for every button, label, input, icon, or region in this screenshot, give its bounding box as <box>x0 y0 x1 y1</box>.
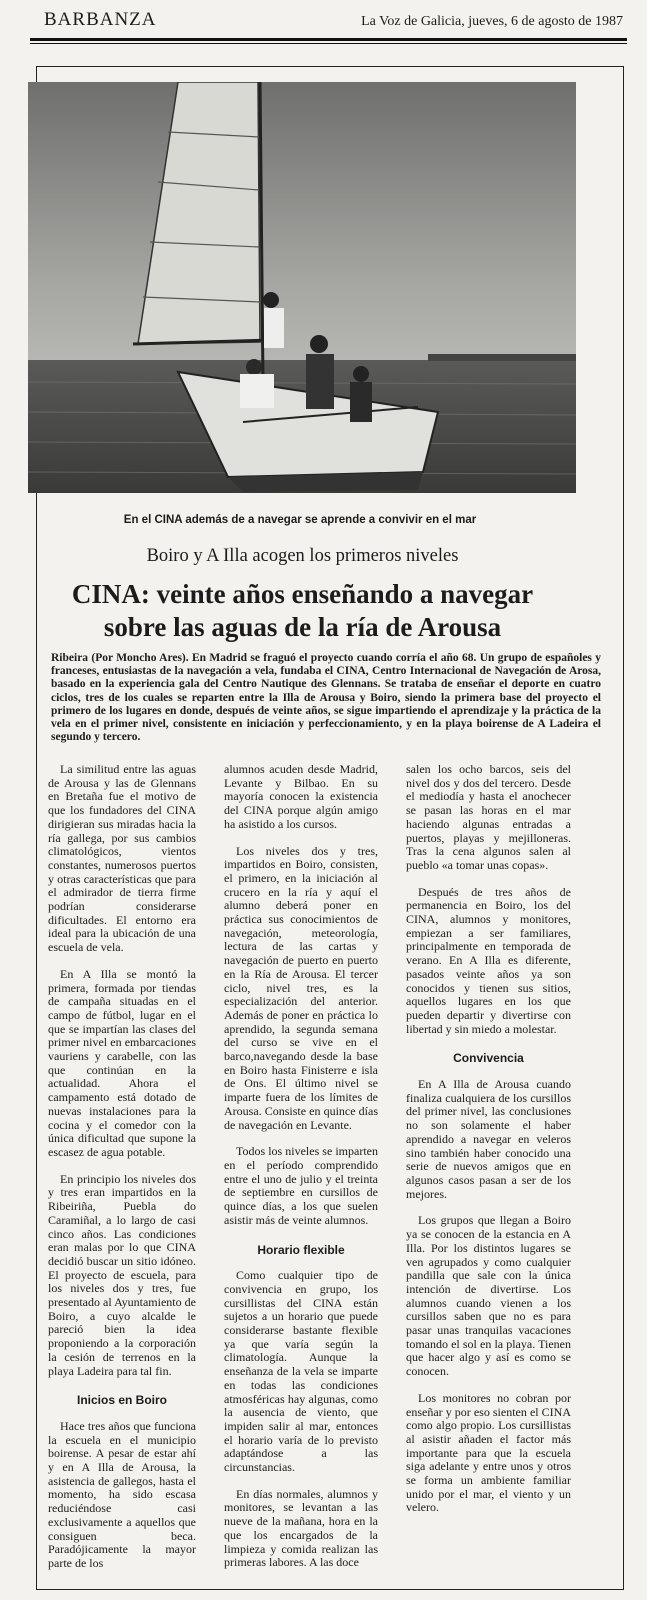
paragraph: En días normales, alumnos y monitores, se levantan a las nueve de la mañana, hora en la que los encargados de la limpieza y comida realizan las primeras labores. A las doce <box>224 1486 378 1570</box>
paragraph: Los monitores no cobran por enseñar y por eso sienten el CINA como algo propio. Los cursillistas al asistir añaden el factor más importante para que la escuela siga adelante y entre unos y otros se forma un ambiente familiar unido por el mar, el viento y un velero. <box>406 1390 571 1515</box>
body-column-2 <box>224 763 378 1583</box>
article-headline <box>30 578 575 644</box>
paragraph: Todos los niveles se imparten en el período comprendido entre el uno de julio y el treinta de septiembre en cursillos de quince días, a los que suelen asistir más de veinte alumnos. <box>224 1144 378 1227</box>
article-lead: Ribeira (Por Moncho Ares). En Madrid se fraguó el proyecto cuando corría el año 68. Un grupo de españoles y franceses, entusiastas de la navegación a vela, fundaba el CINA, Centro Internacional de Navegación de Arosa, basado en la experiencia gala del Centro Nautique des Glennans. Se trataba de enseñar el deporte en cuatro ciclos, tres de los cuales se reparten entre la Illa de Arousa y Boiro, siendo la primera base del proyecto el primero de los lugares en donde, después de veinte años, se sigue impartiendo el aprendizaje y la práctica de la vela en el primer nivel, consistente en iniciación y perfeccionamiento, y en la playa boirense de A Ladeira el segundo y tercero. <box>51 652 601 744</box>
masthead <box>30 0 627 40</box>
paragraph: En A Illa de Arousa cuando finaliza cualquiera de los cursillos del primer nivel, las conclusiones no son solamente el haber aprendido a navegar en veleros sino también haber conocido una serie de nuevos amigos que en algunos casos pasan a ser de los mejores. <box>406 1077 571 1201</box>
paragraph: Como cualquier tipo de convivencia en grupo, los cursillistas del CINA están sujetos a un horario que puede considerarse bastante flexible ya que varía según la climatología. Aunque la enseñanza de la vela se imparte en todas las condiciones atmosféricas hay algunas, como la ausencia de viento, que impiden salir al mar, entonces el horario varía de lo previsto adaptándose a las circunstancias. <box>224 1268 378 1475</box>
paragraph: Hace tres años que funciona la escuela en el municipio boirense. A pesar de estar ahí y en A Illa de Arousa, la asistencia de gallegos, hasta el momento, ha sido escasa reduciéndose casi exclusivamente a aquellos que consiguen beca. Paradójicamente la mayor parte de los <box>48 1418 196 1570</box>
paragraph: salen los ocho barcos, seis del nivel dos y dos del tercero. Desde el mediodía y hasta el anochecer se pasan las horas en el mar haciendo algunas entradas a puertos, playas y mejilloneras. Tras la cena algunos salen al pueblo «a tomar unas copas». <box>406 762 571 872</box>
paragraph: Los grupos que llegan a Boiro ya se conocen de la estancia en A Illa. Por los distintos lugares se ven agrupados y como cualquier pandilla que sale con la única intención de divertirse. Los alumnos cuando vienen a los cursillos saben que no es para pasar unas tranquilas vacaciones tomando el sol en la playa. Tienen que hacer algo y así es como se conocen. <box>406 1213 571 1379</box>
masthead-rule-thick <box>30 38 627 41</box>
masthead-rule-thin <box>30 43 627 44</box>
publication-line: La Voz de Galicia, jueves, 6 de agosto de 1987 <box>361 14 623 29</box>
paragraph: Los niveles dos y tres, impartidos en Boiro, consisten, el primero, en la iniciación al crucero en la ría y aquí el alumno deberá poner en práctica sus conocimientos de navegación, meteorología, lectura de las cartas y navegación de puerto en puerto en la Ría de Arousa. El tercer ciclo, nivel tres, es la especialización del anterior. Además de poner en práctica lo aprendido, la segunda semana del curso se vive en el barco,navegando desde la base en Boiro hasta Finisterre e isla de Ons. El último nivel se imparte fuera de los límites de Arousa. Consiste en quince días de navegación en Levante. <box>224 843 378 1132</box>
body-column-3 <box>406 763 571 1528</box>
section-name: BARBANZA <box>44 9 157 30</box>
sailboat-photo-image <box>28 82 576 493</box>
subheading-convivencia: Convivencia <box>453 1051 524 1066</box>
body-column-1 <box>48 763 196 1584</box>
paragraph: La similitud entre las aguas de Arousa y las de Glennans en Bretaña fue el motivo de que los fundadores del CINA dirigieran sus miradas hacia la ría gallega, por sus cambios climatológicos, vientos constantes, numerosos puertos y otras características que para el admirador de tierra firme podrían considerarse dificultades. El entorno era ideal para la ubicación de una escuela de vela. <box>48 762 196 955</box>
paragraph: Después de tres años de permanencia en Boiro, los del CINA, alumnos y monitores, empiezan a ser familiares, principalmente en temporada de verano. En A Illa es diferente, pasados veinte años ya son conocidos y tienen sus sitios, aquellos lugares en los que pueden departir y divertirse con libertad y sin miedo a molestar. <box>406 884 571 1036</box>
headline-line-1: CINA: veinte años enseñando a navegar <box>71 579 534 609</box>
paragraph: En principio los niveles dos y tres eran impartidos en la Ribeiriña, Puebla do Caramiñal, a lo largo de casi cinco años. Las condiciones eran malas por lo que CINA decidió buscar un sitio idóneo. El proyecto de escuela, para los niveles dos y tres, fue presentado al Ayuntamiento de Boiro, a cuyo alcalde le pareció bien la idea proponiendo a la corporación la cesión de terrenos en la playa Ladeira para tal fin. <box>48 1171 196 1378</box>
article-kicker: Boiro y A Illa acogen los primeros niveles <box>146 546 459 566</box>
paragraph: En A Illa se montó la primera, formada por tiendas de campaña situadas en el campo de fútbol, lugar en el que se impartían las clases del primer nivel en embarcaciones vauriens y carabelle, con las que continúan en la actualidad. Ahora el campamento está dotado de nuevas instalaciones para la cocina y el comedor con la única dificultad que supone la escasez de agua potable. <box>48 966 196 1159</box>
headline-line-2: sobre las aguas de la ría de Arousa <box>103 612 502 642</box>
paragraph: alumnos acuden desde Madrid, Levante y Bilbao. En su mayoría conocen la existencia del CINA porque algún amigo ha asistido a los cursos. <box>224 762 378 831</box>
subheading-horario-flexible: Horario flexible <box>257 1242 345 1257</box>
sailboat-photo <box>28 82 576 493</box>
photo-caption: En el CINA además de a navegar se aprende a convivir en el mar <box>123 514 477 526</box>
subheading-inicios-en-boiro: Inicios en Boiro <box>76 1393 167 1408</box>
